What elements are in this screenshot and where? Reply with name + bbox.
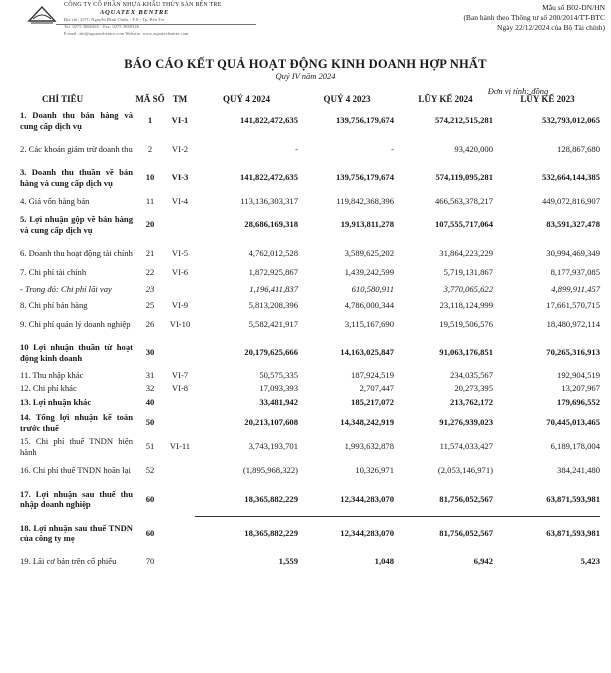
row-value: 5,719,131,867 — [443, 266, 493, 277]
row-value: 6,189,178,004 — [550, 441, 600, 452]
row-value: 8,177,937,085 — [550, 266, 600, 277]
table-row — [20, 395, 600, 410]
row-note — [165, 516, 195, 550]
row-note: VI-11 — [169, 441, 191, 452]
row-note: VI-1 — [171, 115, 189, 126]
row-code: 60 — [145, 493, 155, 504]
report-unit: Đơn vị tính: đồng — [487, 86, 549, 96]
income-statement-table — [20, 92, 600, 573]
row-value: 19,519,506,576 — [439, 318, 493, 329]
row-value: 13,207,967 — [561, 383, 600, 394]
row-label: 6. Doanh thu hoạt động tài chính — [20, 247, 133, 258]
row-value: 91,276,939,023 — [439, 417, 493, 428]
row-value: (1,895,968,322) — [242, 464, 298, 475]
row-value: 234,035,567 — [450, 370, 493, 381]
row-value: 20,273,395 — [454, 383, 493, 394]
row-value: 1,196,411,837 — [249, 283, 298, 294]
row-value: 532,664,144,385 — [541, 172, 600, 183]
row-value: 6,942 — [473, 556, 493, 567]
row-label: 18. Lợi nhuận sau thuế TNDN của công ty mẹ — [20, 522, 133, 543]
row-value: 185,217,072 — [351, 397, 394, 408]
row-value: 5,582,421,917 — [248, 318, 298, 329]
row-value: 574,119,095,281 — [435, 172, 493, 183]
row-value: 1,048 — [374, 556, 394, 567]
row-note: VI-8 — [171, 383, 189, 394]
row-value: 18,480,972,114 — [546, 318, 600, 329]
row-value: 70,265,316,913 — [546, 347, 600, 358]
row-note — [165, 208, 195, 241]
row-value: 532,793,012,065 — [541, 115, 600, 126]
row-value: 128,867,680 — [557, 143, 600, 154]
row-value: 4,786,000,344 — [344, 300, 394, 311]
row-value: 70,445,013,465 — [546, 417, 600, 428]
row-code: 30 — [145, 347, 155, 358]
row-code: 11 — [145, 195, 155, 206]
row-value: 17,661,570,715 — [546, 300, 600, 311]
row-value: 18,365,882,229 — [244, 493, 298, 504]
row-note — [165, 279, 195, 299]
row-value: 141,822,472,635 — [239, 172, 298, 183]
row-note: VI-9 — [171, 300, 189, 311]
row-value: 3,589,625,202 — [344, 247, 394, 258]
row-label: 15. Chi phí thuế TNDN hiện hành — [20, 436, 133, 457]
row-label: 7. Chi phí tài chính — [20, 266, 87, 277]
row-note — [165, 550, 195, 573]
row-value: 139,756,179,674 — [335, 172, 394, 183]
row-value: 107,555,717,064 — [434, 219, 493, 230]
row-code: 10 — [145, 172, 155, 183]
table-row — [20, 482, 600, 516]
row-label: 9. Chi phí quản lý doanh nghiệp — [20, 318, 131, 329]
row-value: 12,344,283,070 — [340, 493, 394, 504]
table-row — [20, 550, 600, 573]
table-row — [20, 369, 600, 382]
row-label: 13. Lợi nhuận khác — [20, 397, 92, 408]
row-value: 63,871,593,981 — [495, 516, 600, 550]
row-code: 51 — [145, 441, 155, 452]
row-value: 1,439,242,599 — [344, 266, 394, 277]
row-value: 83,591,327,478 — [546, 219, 600, 230]
company-address: Địa chỉ: 457C Nguyễn Đình Chiểu - P.8 - Tp. Bến Tre — [64, 17, 165, 22]
table-row — [20, 458, 600, 482]
row-code: 60 — [145, 527, 155, 538]
table-row — [20, 161, 600, 194]
row-value: 20,213,107,608 — [244, 417, 298, 428]
table-row — [20, 241, 600, 265]
row-code: 52 — [145, 464, 155, 475]
row-value: 3,770,065,622 — [443, 283, 493, 294]
row-note: VI-7 — [171, 370, 189, 381]
row-value: 19,913,811,278 — [340, 219, 394, 230]
row-note: VI-2 — [171, 143, 189, 154]
row-value: 93,420,000 — [454, 143, 493, 154]
row-label: 19. Lãi cơ bản trên cổ phiếu — [20, 556, 117, 567]
row-note: VI-4 — [171, 195, 189, 206]
table-row — [20, 104, 600, 137]
row-value: 192,904,519 — [557, 370, 600, 381]
row-note — [165, 458, 195, 482]
row-code: 1 — [147, 115, 153, 126]
document-header — [0, 0, 611, 44]
table-body — [20, 104, 600, 573]
row-note — [165, 482, 195, 516]
row-value: 3,743,193,701 — [248, 441, 298, 452]
row-value: 14,348,242,919 — [340, 417, 394, 428]
column-header: QUÝ 4 2024 — [223, 94, 270, 104]
row-value: 91,063,176,851 — [439, 347, 493, 358]
row-label: 16. Chi phí thuế TNDN hoãn lại — [20, 464, 131, 475]
row-value: 17,093,393 — [259, 383, 298, 394]
row-value: 81,756,052,567 — [439, 493, 493, 504]
row-value: 213,762,172 — [450, 397, 493, 408]
row-label: 12. Chi phí khác — [20, 383, 77, 394]
row-value: 11,574,033,427 — [439, 441, 493, 452]
row-value: 18,365,882,229 — [195, 516, 298, 550]
row-label: 17. Lợi nhuận sau thuế thu nhập doanh nghiệp — [20, 488, 133, 509]
row-code: 21 — [145, 247, 155, 258]
table-row — [20, 194, 600, 208]
row-value: 63,871,593,981 — [546, 493, 600, 504]
table-row — [20, 516, 600, 550]
report-title: BÁO CÁO KẾT QUẢ HOẠT ĐỘNG KINH DOANH HỢP NHẤT — [124, 57, 487, 71]
table-row — [20, 336, 600, 369]
form-number: Mẫu số B02-DN/HN — [542, 3, 605, 12]
row-value: 30,994,469,349 — [546, 247, 600, 258]
row-value: 33,481,942 — [259, 397, 298, 408]
company-block — [64, 2, 221, 37]
row-value: (2,053,146,971) — [437, 464, 493, 475]
row-value: 141,822,472,635 — [239, 115, 298, 126]
row-value: 2,707,447 — [359, 383, 394, 394]
row-code: 50 — [145, 417, 155, 428]
row-value: 466,563,378,217 — [434, 195, 493, 206]
row-label: 5. Lợi nhuận gộp về bán hàng và cung cấp dịch vụ — [20, 214, 133, 235]
row-value: 384,241,480 — [557, 464, 600, 475]
row-code: 25 — [145, 300, 155, 311]
table-row — [20, 312, 600, 336]
row-value: - — [391, 143, 394, 154]
table-row — [20, 299, 600, 312]
row-note — [165, 410, 195, 435]
table-row — [20, 382, 600, 395]
row-note: VI-6 — [171, 266, 189, 277]
row-value: 449,072,816,907 — [541, 195, 600, 206]
row-note: VI-10 — [169, 318, 191, 329]
table-row — [20, 208, 600, 241]
row-label: - Trong đó: Chi phí lãi vay — [20, 283, 112, 294]
row-value: 5,423 — [580, 556, 600, 567]
column-header: LŨY KẾ 2024 — [418, 94, 473, 104]
row-code: 70 — [145, 556, 155, 567]
row-value: 23,118,124,999 — [439, 300, 493, 311]
company-brand: AQUATEX BENTRE — [100, 9, 170, 16]
row-value: 5,813,208,396 — [248, 300, 298, 311]
row-note: VI-3 — [171, 172, 189, 183]
table-row — [20, 410, 600, 435]
row-label: 1. Doanh thu bán hàng và cung cấp dịch vụ — [20, 110, 133, 131]
table-row — [20, 265, 600, 279]
row-code: 31 — [145, 370, 155, 381]
row-value: 179,696,552 — [557, 397, 600, 408]
header-divider — [56, 24, 256, 25]
row-code: 20 — [145, 219, 155, 230]
row-label: 2. Các khoản giảm trừ doanh thu — [20, 143, 133, 154]
row-value: - — [295, 143, 298, 154]
table-row — [20, 137, 600, 161]
table-header-row — [20, 92, 600, 104]
form-note-2: Ngày 22/12/2024 của Bộ Tài chính) — [497, 23, 605, 32]
column-header: MÃ SỐ — [135, 94, 165, 104]
row-value: 4,899,911,457 — [551, 283, 600, 294]
row-value: 4,762,012,528 — [248, 247, 298, 258]
column-header: CHỈ TIÊU — [42, 94, 84, 104]
row-value: 3,115,167,690 — [344, 318, 394, 329]
row-label: 8. Chi phí bán hàng — [20, 300, 88, 311]
row-value: 81,756,052,567 — [396, 516, 495, 550]
row-value: 1,993,632,878 — [344, 441, 394, 452]
row-value: 610,580,911 — [351, 283, 394, 294]
row-value: 14,163,025,847 — [340, 347, 394, 358]
company-web: E-mail: abt@aquatexbentre.com Website: www.aquatexbentre.com — [64, 31, 189, 36]
row-code: 22 — [145, 266, 155, 277]
row-value: 119,842,368,396 — [336, 195, 394, 206]
form-info — [463, 3, 605, 33]
row-value: 1,559 — [278, 556, 298, 567]
company-contact: Tel: 0275 3860265 - Fax: 0275 3860346 — [64, 24, 140, 29]
row-value: 28,686,169,318 — [244, 219, 298, 230]
row-code: 2 — [147, 143, 153, 154]
row-value: 12,344,283,070 — [298, 516, 396, 550]
row-note — [165, 336, 195, 369]
column-header: LŨY KẾ 2023 — [520, 94, 575, 104]
column-header: QUÝ 4 2023 — [323, 94, 371, 104]
table-row — [20, 279, 600, 299]
row-label: 4. Giá vốn hàng bán — [20, 195, 90, 206]
row-note: VI-5 — [171, 247, 189, 258]
row-value: 139,756,179,674 — [335, 115, 394, 126]
row-label: 14. Tổng lợi nhuận kế toán trước thuế — [20, 412, 133, 433]
row-code: 40 — [145, 397, 155, 408]
report-period: Quý IV năm 2024 — [275, 71, 336, 81]
row-value: 50,575,335 — [259, 370, 298, 381]
row-value: 1,872,925,867 — [248, 266, 298, 277]
table-row — [20, 435, 600, 458]
row-code: 23 — [145, 283, 155, 294]
row-value: 10,326,971 — [355, 464, 394, 475]
row-value: 113,136,303,317 — [240, 195, 298, 206]
row-code: 32 — [145, 383, 155, 394]
row-value: 31,864,223,229 — [439, 247, 493, 258]
row-value: 20,179,625,666 — [244, 347, 298, 358]
company-name: CÔNG TY CỔ PHẦN NHỰA KHẨU THỦY SẢN BẾN TRE — [64, 2, 222, 8]
column-header: TM — [172, 94, 188, 104]
company-logo-icon — [27, 3, 57, 25]
form-note-1: (Ban hành theo Thông tư số 200/2014/TT-BTC — [463, 13, 605, 22]
row-label: 3. Doanh thu thuần về bán hàng và cung cấp dịch vụ — [20, 167, 133, 188]
row-value: 187,924,519 — [351, 370, 394, 381]
row-code: 26 — [145, 318, 155, 329]
row-note — [165, 395, 195, 410]
row-label: 11. Thu nhập khác — [20, 370, 84, 381]
row-label: 10 Lợi nhuận thuần từ hoạt động kinh doanh — [20, 342, 133, 363]
row-value: 574,212,515,281 — [434, 115, 493, 126]
